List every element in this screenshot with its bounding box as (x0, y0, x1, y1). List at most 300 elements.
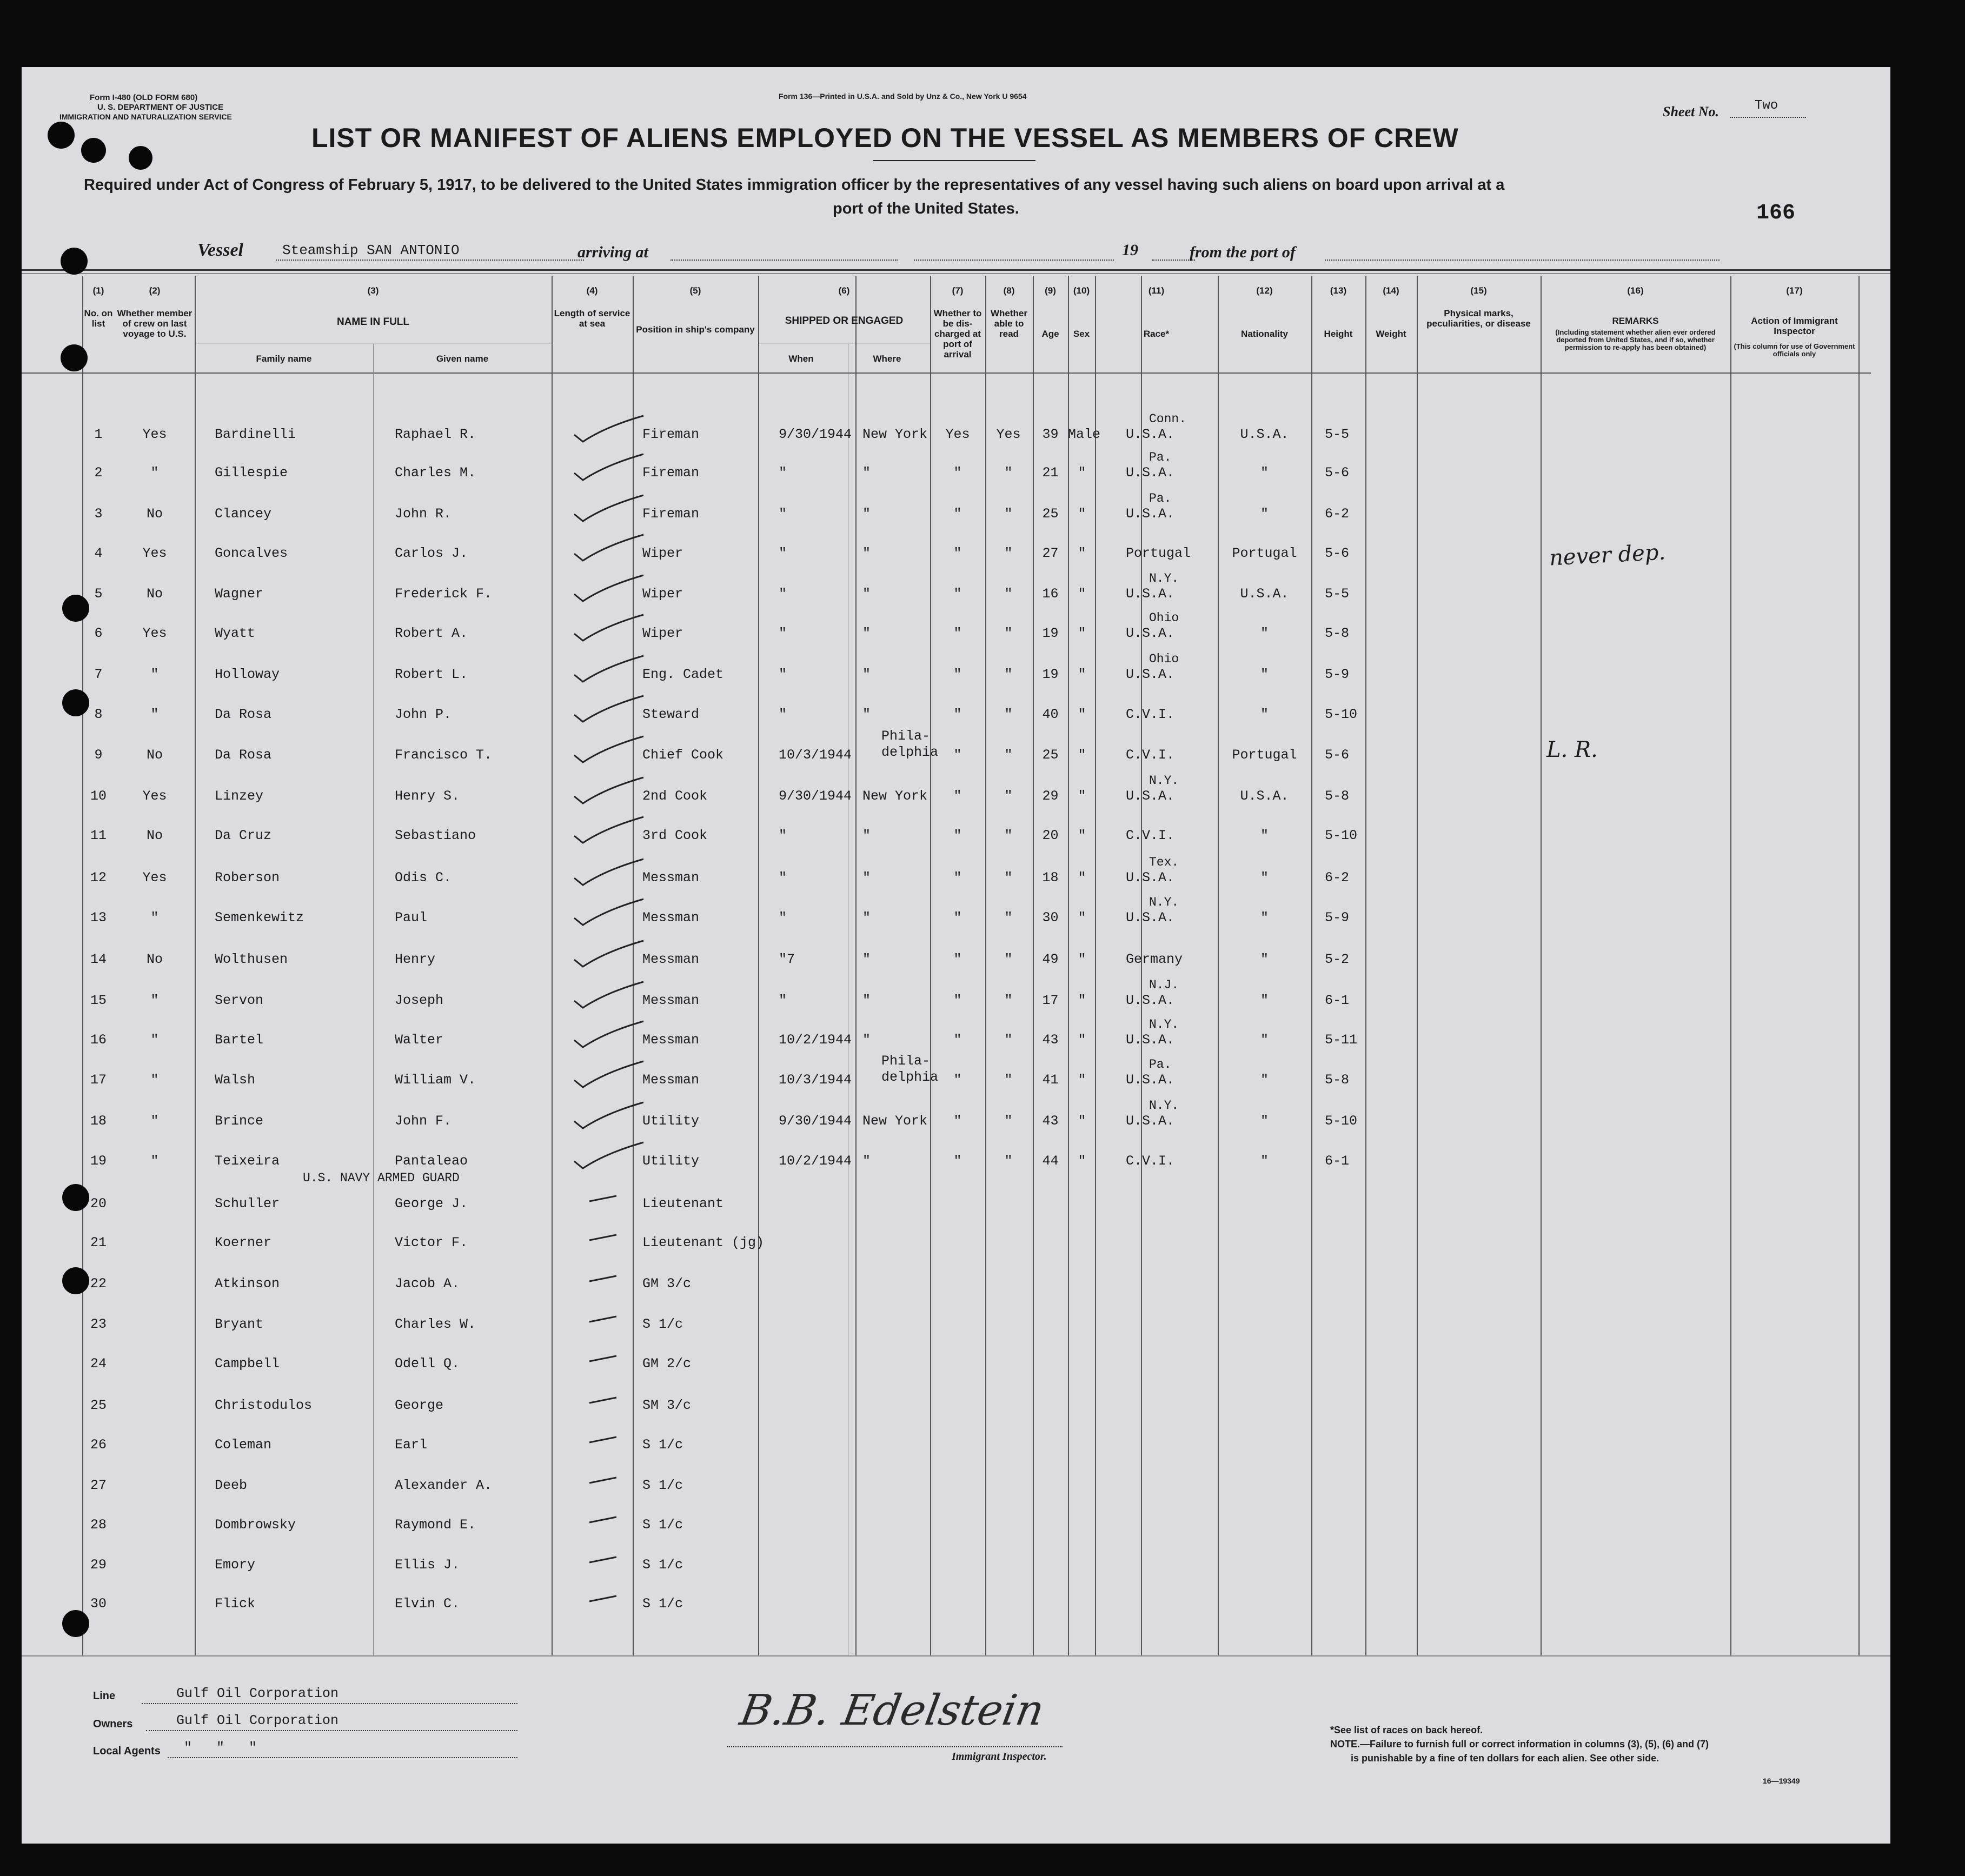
cell-height: 6-2 (1325, 870, 1350, 886)
cell-read: " (1004, 1153, 1013, 1169)
column-number: (14) (1383, 285, 1399, 296)
cell-prev: Yes (142, 427, 167, 442)
column-title: Whether member of crew on last voyage to U.S. (117, 308, 192, 339)
cell-no: 12 (90, 870, 107, 886)
binder-hole (62, 689, 89, 716)
cell-prev: " (150, 910, 159, 926)
cell-age: 43 (1042, 1113, 1059, 1129)
cell-no: 5 (94, 586, 103, 602)
cell-race: U.S.A. (1126, 1072, 1175, 1088)
cell-prev: No (146, 952, 163, 967)
cell-no: 26 (90, 1437, 107, 1453)
cell-nat: " (1260, 506, 1269, 522)
cell-position: Wiper (642, 545, 683, 561)
sheet-label: Sheet No. (1663, 104, 1719, 119)
cell-when: " (779, 545, 787, 561)
column-title: REMARKS (1612, 316, 1659, 326)
cell-read: " (1004, 707, 1013, 722)
service-checkmark (568, 811, 654, 849)
column-rule (1311, 276, 1312, 1655)
cell-height: 5-5 (1325, 586, 1350, 602)
column-title: Whether to be dis-charged at port of arrival (933, 308, 982, 360)
column-note: (Including statement whether alien ever ordered deported from United States, and if so, whether permission to re-apply has been obtained) (1555, 328, 1716, 351)
cell-position: Wiper (642, 626, 683, 641)
cell-age: 19 (1042, 667, 1059, 682)
cell-position: Chief Cook (642, 747, 724, 763)
cell-nat: " (1260, 952, 1269, 967)
column-number: (2) (149, 285, 161, 296)
column-title: No. on list (84, 308, 113, 329)
binder-hole (61, 344, 88, 371)
cell-position: S 1/c (642, 1517, 683, 1533)
cell-given: John F. (395, 1113, 452, 1129)
column-number: (7) (952, 285, 964, 296)
column-rule (1858, 276, 1860, 1655)
cell-family: Koerner (215, 1235, 272, 1250)
cell-family: Bryant (215, 1316, 264, 1332)
cell-position: Lieutenant (642, 1196, 724, 1212)
arriving-label: arriving at (577, 243, 648, 261)
cell-where: " (862, 506, 871, 522)
cell-no: 13 (90, 910, 107, 926)
cell-position: GM 2/c (642, 1356, 692, 1372)
cell-age: 30 (1042, 910, 1059, 926)
cell-when: " (779, 506, 787, 522)
penalty-note-2: is punishable by a fine of ten dollars for each alien. See other side. (1351, 1753, 1659, 1764)
cell-family: Goncalves (215, 545, 288, 561)
cell-family: Coleman (215, 1437, 272, 1453)
cell-race-state: Conn. (1149, 412, 1187, 426)
cell-family: Walsh (215, 1072, 256, 1088)
cell-height: 5-10 (1325, 1113, 1358, 1129)
cell-race-state: N.Y. (1149, 1099, 1179, 1113)
cell-prev: " (150, 993, 159, 1008)
cell-given: Ellis J. (395, 1557, 460, 1573)
service-checkmark (568, 854, 654, 892)
title-underline (873, 160, 1035, 161)
column-title: SHIPPED OR ENGAGED (785, 315, 904, 327)
cell-given: Raymond E. (395, 1517, 476, 1533)
agents-rule (168, 1757, 517, 1758)
cell-position: Wiper (642, 586, 683, 602)
cell-where: " (862, 545, 871, 561)
cell-given: Paul (395, 910, 428, 926)
cell-sex: " (1078, 707, 1086, 722)
cell-given: Elvin C. (395, 1596, 460, 1612)
cell-prev: " (150, 1072, 159, 1088)
cell-when: " (779, 910, 787, 926)
cell-disch: " (953, 1032, 962, 1048)
cell-race: U.S.A. (1126, 427, 1175, 442)
service-checkmark (568, 570, 654, 608)
cell-height: 5-10 (1325, 707, 1358, 722)
cell-when: " (779, 707, 787, 722)
cell-age: 49 (1042, 952, 1059, 967)
cell-position: Utility (642, 1153, 700, 1169)
cell-where: " (862, 870, 871, 886)
cell-when: " (779, 626, 787, 641)
cell-sex: " (1078, 910, 1086, 926)
column-number: (11) (1148, 285, 1165, 296)
cell-race: C.V.I. (1126, 747, 1175, 763)
cell-prev: Yes (142, 626, 167, 641)
cell-read: " (1004, 1113, 1013, 1129)
cell-no: 18 (90, 1113, 107, 1129)
cell-sex: " (1078, 545, 1086, 561)
cell-race: Portugal (1126, 545, 1191, 561)
cell-read: " (1004, 667, 1013, 682)
cell-when: " (779, 993, 787, 1008)
service-checkmark (568, 1421, 654, 1459)
inspector-signature: B.B. Edelstein (736, 1686, 1048, 1735)
cell-given: Walter (395, 1032, 444, 1048)
cell-sex: " (1078, 465, 1086, 481)
column-subtitle: When (788, 354, 814, 364)
arriving-line-2 (914, 260, 1114, 261)
line-value: Gulf Oil Corporation (176, 1686, 339, 1701)
cell-family: Christodulos (215, 1398, 313, 1413)
column-number: (6) (838, 285, 850, 296)
cell-disch: " (953, 1153, 962, 1169)
cell-race: U.S.A. (1126, 667, 1175, 682)
cell-family: Da Cruz (215, 828, 272, 843)
cell-age: 17 (1042, 993, 1059, 1008)
cell-family: Flick (215, 1596, 256, 1612)
cell-age: 41 (1042, 1072, 1059, 1088)
service-checkmark (568, 1461, 654, 1499)
cell-sex: " (1078, 506, 1086, 522)
cell-position: Lieutenant (jg) (642, 1235, 765, 1250)
cell-position: 2nd Cook (642, 788, 708, 804)
cell-nat: " (1260, 667, 1269, 682)
cell-family: Emory (215, 1557, 256, 1573)
cell-age: 29 (1042, 788, 1059, 804)
cell-no: 14 (90, 952, 107, 967)
cell-position: Messman (642, 910, 700, 926)
column-title: Whether able to read (991, 308, 1027, 339)
cell-family: Dombrowsky (215, 1517, 296, 1533)
cell-prev: No (146, 506, 163, 522)
cell-read: " (1004, 952, 1013, 967)
cell-given: George (395, 1398, 444, 1413)
cell-given: Henry S. (395, 788, 460, 804)
cell-family: Wolthusen (215, 952, 288, 967)
cell-height: 5-11 (1325, 1032, 1358, 1048)
cell-age: 25 (1042, 747, 1059, 763)
cell-no: 9 (94, 747, 103, 763)
service-checkmark (568, 449, 654, 487)
column-number: (5) (689, 285, 701, 296)
cell-given: Robert L. (395, 667, 468, 682)
column-title: Length of service at sea (554, 308, 630, 329)
cell-disch: " (953, 626, 962, 641)
remark-row-9: L. R. (1546, 737, 1598, 762)
cell-height: 5-8 (1325, 626, 1350, 641)
cell-where: Phila- delphia (881, 1053, 939, 1085)
column-number: (16) (1627, 285, 1644, 296)
column-number: (1) (92, 285, 104, 296)
cell-age: 44 (1042, 1153, 1059, 1169)
cell-nat: " (1260, 910, 1269, 926)
cell-height: 6-1 (1325, 1153, 1350, 1169)
cell-where: " (862, 993, 871, 1008)
table-bottom-rule (22, 1655, 1890, 1657)
cell-given: Earl (395, 1437, 428, 1453)
year-label: 19 (1122, 241, 1138, 259)
cell-read: " (1004, 870, 1013, 886)
service: IMMIGRATION AND NATURALIZATION SERVICE (59, 112, 232, 121)
cell-no: 25 (90, 1398, 107, 1413)
cell-race: U.S.A. (1126, 910, 1175, 926)
cell-prev: No (146, 747, 163, 763)
cell-position: Messman (642, 1032, 700, 1048)
cell-where: " (862, 952, 871, 967)
cell-read: " (1004, 1032, 1013, 1048)
cell-disch: " (953, 465, 962, 481)
cell-where: " (862, 1032, 871, 1048)
armed-guard-heading: U.S. NAVY ARMED GUARD (303, 1171, 460, 1185)
cell-when: 9/30/1944 (779, 427, 852, 442)
service-checkmark (568, 410, 654, 448)
column-title: NAME IN FULL (336, 316, 410, 328)
column-title: Height (1324, 329, 1353, 339)
cell-sex: " (1078, 993, 1086, 1008)
cell-nat: U.S.A. (1240, 427, 1289, 442)
cell-given: Odis C. (395, 870, 452, 886)
service-checkmark (568, 529, 654, 567)
column-rule (1417, 276, 1418, 1655)
cell-when: 9/30/1944 (779, 788, 852, 804)
cell-when: " (779, 586, 787, 602)
cell-race: C.V.I. (1126, 828, 1175, 843)
cell-prev: Yes (142, 870, 167, 886)
cell-read: " (1004, 506, 1013, 522)
column-number: (3) (367, 285, 379, 296)
cell-no: 17 (90, 1072, 107, 1088)
cell-race-state: Pa. (1149, 491, 1172, 505)
cell-when: " (779, 828, 787, 843)
cell-race: Germany (1126, 952, 1183, 967)
cell-prev: Yes (142, 545, 167, 561)
cell-family: Clancey (215, 506, 272, 522)
cell-when: 10/2/1944 (779, 1153, 852, 1169)
cell-where: New York (862, 1113, 928, 1129)
column-number: (8) (1003, 285, 1015, 296)
cell-race: U.S.A. (1126, 506, 1175, 522)
cell-disch: " (953, 667, 962, 682)
cell-nat: " (1260, 870, 1269, 886)
column-number: (13) (1330, 285, 1347, 296)
vessel-value: Steamship SAN ANTONIO (282, 242, 460, 258)
cell-where: " (862, 626, 871, 641)
column-rule (855, 276, 857, 1655)
service-checkmark (568, 894, 654, 932)
table-top-rule-2 (22, 273, 1890, 274)
cell-disch: " (953, 952, 962, 967)
cell-read: " (1004, 910, 1013, 926)
cell-no: 16 (90, 1032, 107, 1048)
service-checkmark (568, 1097, 654, 1135)
cell-given: Odell Q. (395, 1356, 460, 1372)
cell-height: 5-6 (1325, 545, 1350, 561)
binder-hole (62, 1184, 89, 1211)
cell-where: " (862, 828, 871, 843)
cell-nat: U.S.A. (1240, 586, 1289, 602)
cell-when: 10/3/1944 (779, 1072, 852, 1088)
cell-position: Messman (642, 1072, 700, 1088)
cell-prev: " (150, 1032, 159, 1048)
service-checkmark (568, 976, 654, 1014)
service-checkmark (568, 650, 654, 688)
cell-race: U.S.A. (1126, 1032, 1175, 1048)
cell-sex: " (1078, 626, 1086, 641)
service-checkmark (568, 1056, 654, 1094)
cell-prev: " (150, 667, 159, 682)
cell-sex: " (1078, 747, 1086, 763)
cell-no: 7 (94, 667, 103, 682)
cell-age: 19 (1042, 626, 1059, 641)
column-rule (1365, 276, 1366, 1655)
cell-sex: " (1078, 1072, 1086, 1088)
cell-disch: " (953, 870, 962, 886)
cell-prev: " (150, 465, 159, 481)
cell-position: Steward (642, 707, 700, 722)
cell-when: 10/2/1944 (779, 1032, 852, 1048)
cell-given: Victor F. (395, 1235, 468, 1250)
cell-no: 1 (94, 427, 103, 442)
cell-no: 27 (90, 1478, 107, 1493)
vessel-line (276, 260, 584, 261)
cell-no: 30 (90, 1596, 107, 1612)
cell-age: 25 (1042, 506, 1059, 522)
cell-age: 40 (1042, 707, 1059, 722)
cell-race-state: Tex. (1149, 855, 1179, 869)
cell-when: 9/30/1944 (779, 1113, 852, 1129)
cell-position: S 1/c (642, 1557, 683, 1573)
cell-given: Raphael R. (395, 427, 476, 442)
cell-given: Carlos J. (395, 545, 468, 561)
cell-given: Pantaleao (395, 1153, 468, 1169)
cell-sex: " (1078, 1153, 1086, 1169)
cell-nat: Portugal (1232, 747, 1297, 763)
column-rule (758, 276, 759, 1655)
binder-hole (62, 1610, 89, 1637)
cell-no: 4 (94, 545, 103, 561)
cell-where: " (862, 667, 871, 682)
cell-given: George J. (395, 1196, 468, 1212)
vessel-label: Vessel (197, 240, 243, 260)
cell-prev: Yes (142, 788, 167, 804)
year-line (1152, 260, 1195, 261)
cell-disch: " (953, 910, 962, 926)
cell-where: " (862, 910, 871, 926)
binder-hole (62, 1267, 89, 1294)
subtitle-line-2: port of the United States. (833, 200, 1019, 217)
cell-nat: " (1260, 828, 1269, 843)
cell-position: GM 3/c (642, 1276, 692, 1292)
cell-height: 6-2 (1325, 506, 1350, 522)
column-note: (This column for use of Government officials only (1734, 342, 1855, 358)
cell-sex: " (1078, 788, 1086, 804)
cell-age: 39 (1042, 427, 1059, 442)
cell-sex: Male (1068, 427, 1101, 442)
printer-line: Form 136—Printed in U.S.A. and Sold by Unz & Co., New York U 9654 (779, 92, 1027, 101)
cell-position: S 1/c (642, 1596, 683, 1612)
cell-position: Utility (642, 1113, 700, 1129)
cell-race-state: N.J. (1149, 978, 1179, 992)
column-title: Age (1041, 329, 1059, 339)
cell-given: William V. (395, 1072, 476, 1088)
cell-race-state: Ohio (1149, 611, 1179, 625)
cell-age: 43 (1042, 1032, 1059, 1048)
column-title: Sex (1073, 329, 1090, 339)
cell-height: 5-9 (1325, 667, 1350, 682)
cell-when: " (779, 667, 787, 682)
service-checkmark (568, 1260, 654, 1298)
cell-where: " (862, 465, 871, 481)
cell-family: Roberson (215, 870, 280, 886)
penalty-note-1: NOTE.—Failure to furnish full or correct information in columns (3), (5), (6) and (7) (1330, 1739, 1709, 1749)
cell-height: 5-8 (1325, 1072, 1350, 1088)
cell-disch: " (953, 747, 962, 763)
cell-nat: " (1260, 1072, 1269, 1088)
column-number: (17) (1786, 285, 1803, 296)
cell-family: Servon (215, 993, 264, 1008)
line-label: Line (93, 1690, 116, 1702)
cell-read: " (1004, 828, 1013, 843)
cell-family: Teixeira (215, 1153, 280, 1169)
owners-rule (146, 1730, 517, 1731)
column-title: Physical marks, peculiarities, or disease (1426, 308, 1531, 329)
service-checkmark (568, 772, 654, 810)
cell-where: Phila- delphia (881, 728, 939, 760)
cell-race: U.S.A. (1126, 788, 1175, 804)
cell-sex: " (1078, 870, 1086, 886)
cell-family: Bartel (215, 1032, 264, 1048)
cell-position: Fireman (642, 506, 700, 522)
cell-disch: " (953, 707, 962, 722)
cell-given: Jacob A. (395, 1276, 460, 1292)
cell-nat: U.S.A. (1240, 788, 1289, 804)
cell-nat: " (1260, 1113, 1269, 1129)
line-rule (142, 1703, 517, 1704)
cell-read: " (1004, 993, 1013, 1008)
cell-position: Messman (642, 952, 700, 967)
cell-given: Francisco T. (395, 747, 493, 763)
service-checkmark (568, 1381, 654, 1419)
service-checkmark (568, 1219, 654, 1256)
column-subtitle: Family name (256, 354, 312, 364)
cell-no: 15 (90, 993, 107, 1008)
column-title: Position in ship's company (636, 324, 755, 335)
from-label: from the port of (1190, 243, 1296, 261)
cell-where: " (862, 586, 871, 602)
sheet-value: Two (1755, 98, 1778, 113)
cell-age: 21 (1042, 465, 1059, 481)
cell-no: 3 (94, 506, 103, 522)
column-title: Weight (1376, 329, 1406, 339)
cell-when: "7 (779, 952, 795, 967)
service-checkmark (568, 1016, 654, 1054)
cell-nat: " (1260, 707, 1269, 722)
column-number: (9) (1045, 285, 1056, 296)
service-checkmark (568, 1137, 654, 1175)
cell-no: 8 (94, 707, 103, 722)
cell-read: Yes (996, 427, 1021, 442)
sheet-no-line (1730, 117, 1806, 118)
cell-read: " (1004, 1072, 1013, 1088)
cell-race-state: N.Y. (1149, 895, 1179, 909)
